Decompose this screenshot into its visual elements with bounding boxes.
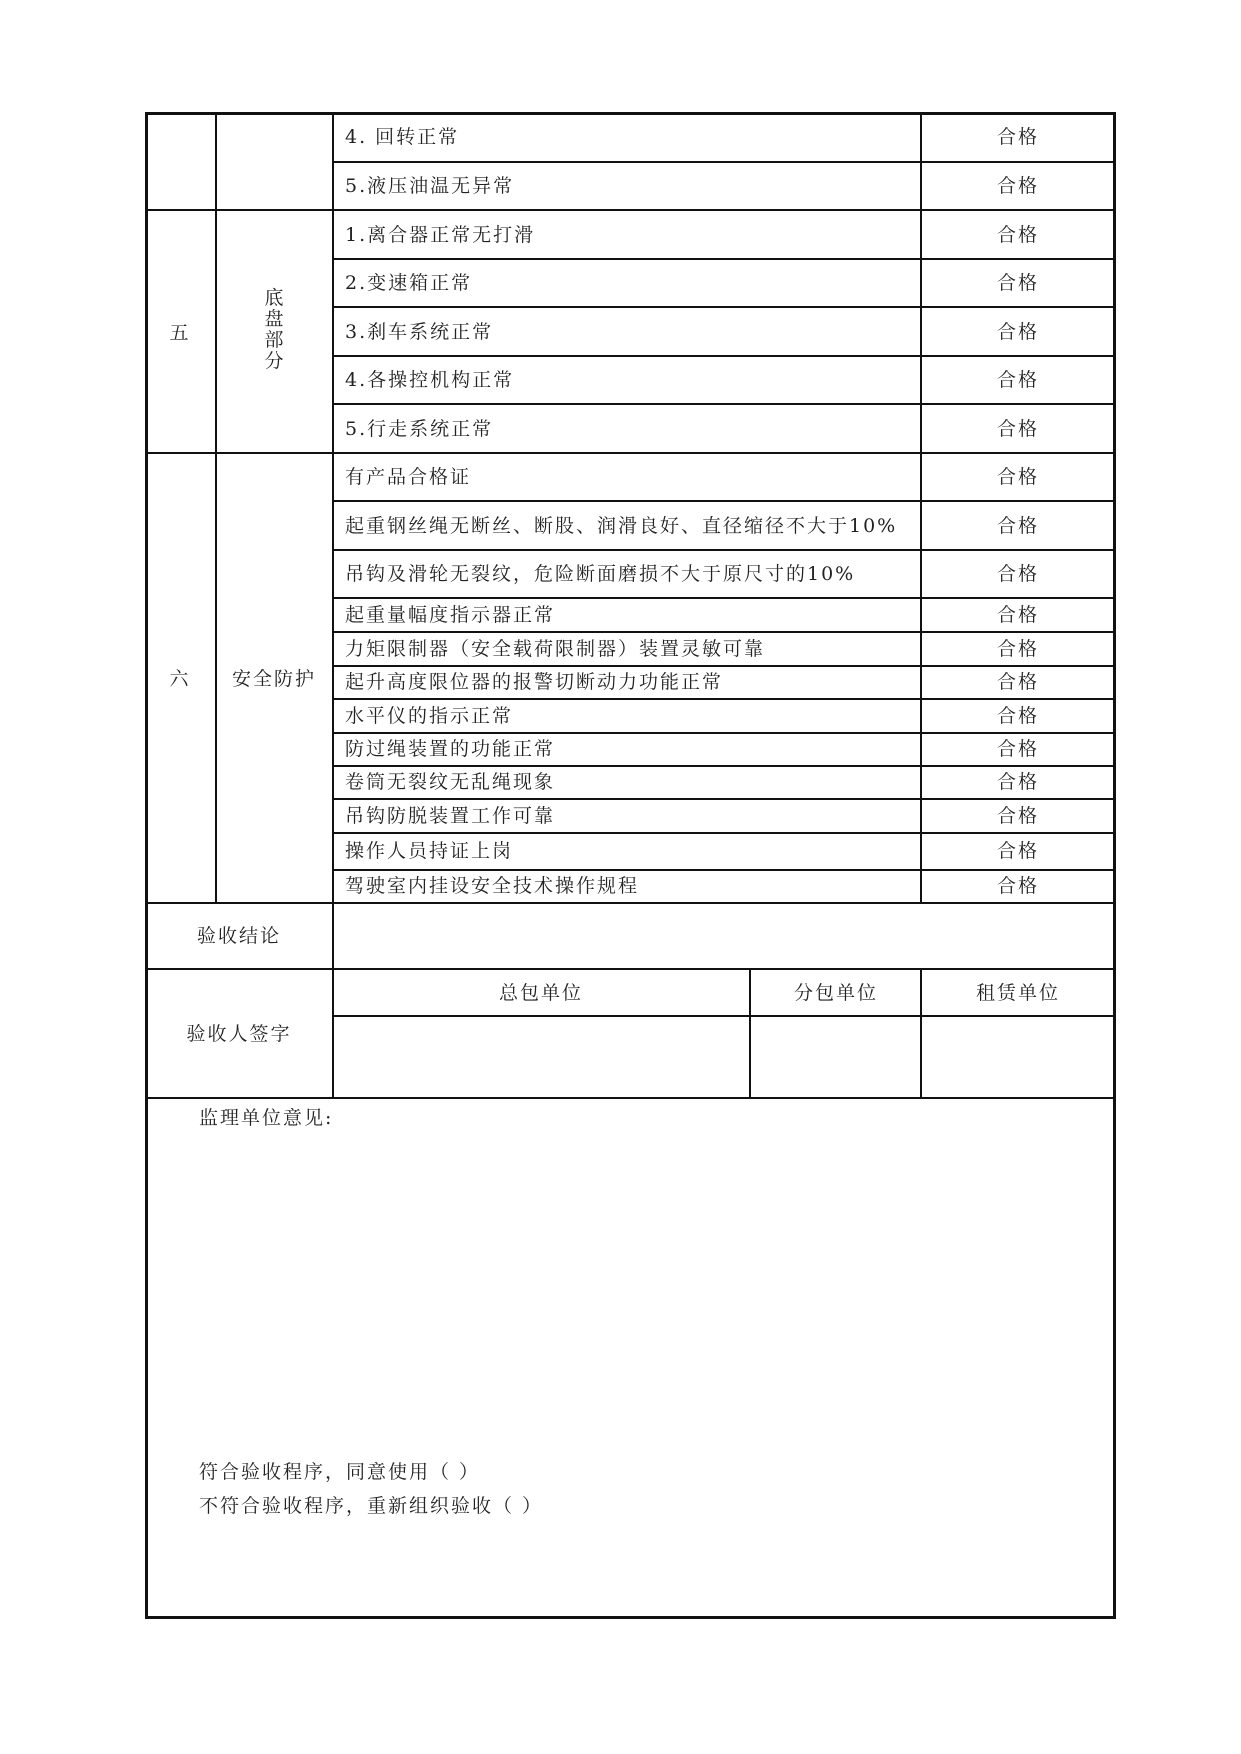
row-line [332,631,1115,633]
result-text: 合格 [996,604,1040,626]
row-line [332,597,1115,599]
subcontractor-header: 分包单位 [793,982,879,1004]
item-text: 吊钩及滑轮无裂纹，危险断面磨损不大于原尺寸的10% [345,563,856,585]
item-text: 4.各操控机构正常 [345,369,515,391]
divider-number-col [215,112,217,903]
item-text: 起升高度限位器的报警切断动力功能正常 [345,671,724,693]
border-top [145,112,1116,115]
divider-result-col [920,112,922,903]
result-text: 合格 [996,126,1040,148]
item-text: 水平仪的指示正常 [345,705,514,727]
section-line [145,968,1115,970]
row-line [332,698,1115,700]
result-text: 合格 [996,466,1040,488]
conclusion-label: 验收结论 [196,925,282,947]
row-line [332,355,1115,357]
row-line [332,832,1115,834]
item-text: 吊钩防脱装置工作可靠 [345,805,556,827]
item-text: 力矩限制器（安全载荷限制器）装置灵敏可靠 [345,638,766,660]
row-line [332,306,1115,308]
option-reorganize: 不符合验收程序，重新组织验收（ ） [199,1495,544,1517]
row-line [332,549,1115,551]
general-contractor-header: 总包单位 [498,982,584,1004]
section-line [145,902,1115,904]
result-text: 合格 [996,638,1040,660]
section-number: 六 [169,668,191,690]
section-line [145,1097,1115,1099]
row-line [332,798,1115,800]
result-text: 合格 [996,705,1040,727]
leasing-unit-header: 租赁单位 [975,982,1061,1004]
result-text: 合格 [996,175,1040,197]
item-text: 操作人员持证上岗 [345,840,514,862]
option-agree: 符合验收程序，同意使用（ ） [199,1461,481,1483]
item-text: 4. 回转正常 [345,126,460,148]
border-right [1113,112,1116,1619]
item-text: 1.离合器正常无打滑 [345,224,536,246]
divider-sign-col-2 [920,970,922,1099]
result-text: 合格 [996,272,1040,294]
section-line [145,209,1115,211]
section-category: 安全防护 [231,668,317,690]
row-line [332,161,1115,163]
result-text: 合格 [996,563,1040,585]
border-bottom [145,1616,1116,1619]
row-line [332,403,1115,405]
item-text: 起重钢丝绳无断丝、断股、润滑良好、直径缩径不大于10% [345,515,898,537]
item-text: 防过绳装置的功能正常 [345,738,556,760]
row-line [332,765,1115,767]
row-line [332,732,1115,734]
row-line [332,500,1115,502]
row-line [332,665,1115,667]
item-text: 2.变速箱正常 [345,272,473,294]
item-text: 有产品合格证 [345,466,472,488]
item-text: 3.刹车系统正常 [345,321,494,343]
result-text: 合格 [996,771,1040,793]
result-text: 合格 [996,671,1040,693]
row-line [332,1015,1115,1017]
row-line [332,258,1115,260]
result-text: 合格 [996,738,1040,760]
result-text: 合格 [996,805,1040,827]
row-line [332,869,1115,871]
result-text: 合格 [996,515,1040,537]
item-text: 5.行走系统正常 [345,418,494,440]
item-text: 驾驶室内挂设安全技术操作规程 [345,875,640,897]
item-text: 卷筒无裂纹无乱绳现象 [345,771,556,793]
result-text: 合格 [996,224,1040,246]
result-text: 合格 [996,840,1040,862]
border-left [145,112,148,1619]
result-text: 合格 [996,875,1040,897]
item-text: 起重量幅度指示器正常 [345,604,556,626]
supervision-label: 监理单位意见: [199,1107,334,1129]
result-text: 合格 [996,321,1040,343]
result-text: 合格 [996,418,1040,440]
result-text: 合格 [996,369,1040,391]
divider-category-col [332,112,334,1099]
signature-label: 验收人签字 [186,1023,292,1045]
section-number: 五 [169,322,191,344]
section-category: 底盘部分 [264,287,284,372]
divider-sign-col-1 [749,970,751,1099]
section-line [145,452,1115,454]
item-text: 5.液压油温无异常 [345,175,515,197]
